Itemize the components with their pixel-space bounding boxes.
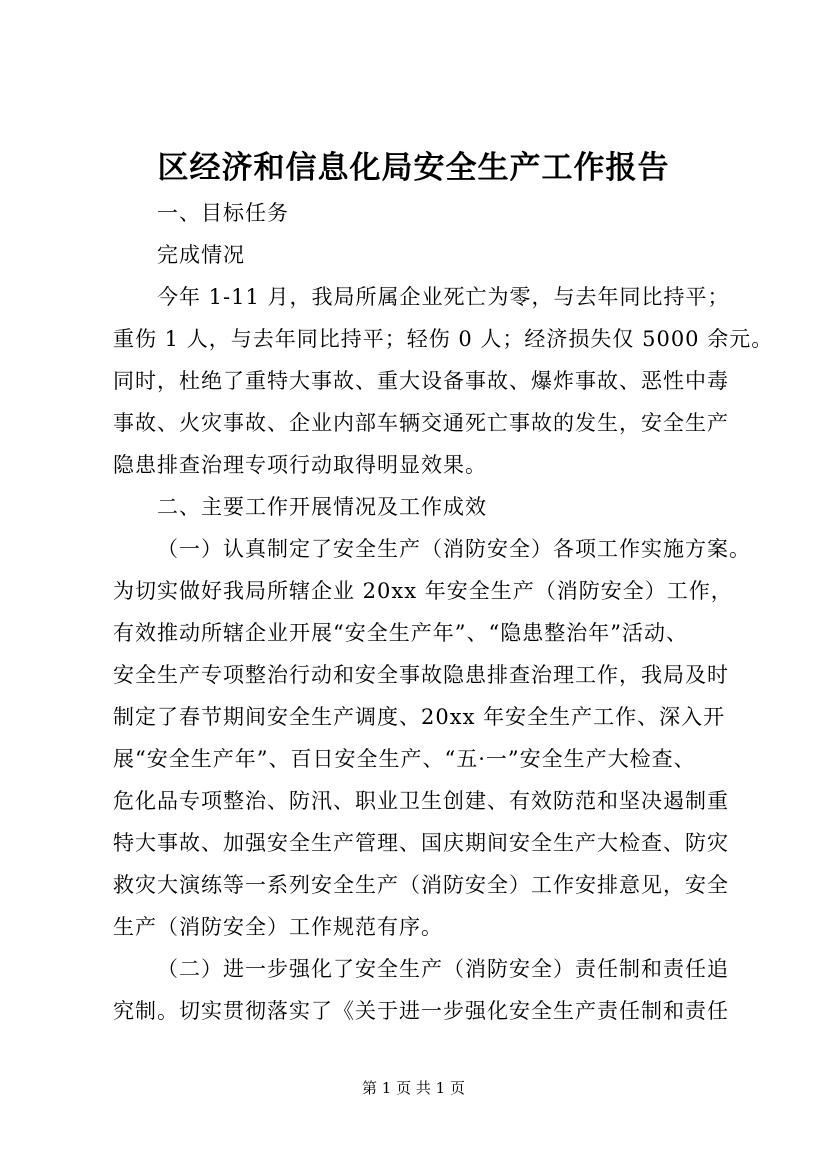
- paragraph-line: 救灾大演练等一系列安全生产（消防安全）工作安排意见，安全: [113, 873, 729, 897]
- paragraph-line: 究制。切实贯彻落实了《关于进一步强化安全生产责任制和责任: [113, 999, 729, 1023]
- paragraph-line: 事故、火灾事故、企业内部车辆交通死亡事故的发生，安全生产: [113, 411, 729, 435]
- paragraph-line: （一）认真制定了安全生产（消防安全）各项工作实施方案。: [157, 537, 751, 561]
- page-title: 区经济和信息化局安全生产工作报告: [157, 150, 670, 186]
- section-heading-2: 二、主要工作开展情况及工作成效: [157, 495, 487, 519]
- paragraph-line: 重伤 1 人，与去年同比持平；轻伤 0 人；经济损失仅 5000 余元。: [113, 327, 774, 351]
- paragraph-line: 生产（消防安全）工作规范有序。: [113, 915, 443, 939]
- paragraph-line: 隐患排查治理专项行动取得明显效果。: [113, 453, 487, 477]
- paragraph-line: 特大事故、加强安全生产管理、国庆期间安全生产大检查、防灾: [113, 831, 729, 855]
- paragraph-line: 为切实做好我局所辖企业 20xx 年安全生产（消防安全）工作，: [113, 579, 733, 603]
- paragraph-line: 制定了春节期间安全生产调度、20xx 年安全生产工作、深入开: [113, 705, 726, 729]
- page-number-footer: 第 1 页 共 1 页: [362, 1079, 465, 1097]
- paragraph-line: 今年 1-11 月，我局所属企业死亡为零，与去年同比持平；: [157, 285, 730, 309]
- paragraph-line: 同时，杜绝了重特大事故、重大设备事故、爆炸事故、恶性中毒: [113, 369, 729, 393]
- paragraph-line: （二）进一步强化了安全生产（消防安全）责任制和责任追: [157, 957, 729, 981]
- paragraph-line: 展“安全生产年”、百日安全生产、“五·一”安全生产大检查、: [113, 747, 696, 771]
- subsection-heading: 完成情况: [157, 243, 245, 267]
- paragraph-line: 有效推动所辖企业开展“安全生产年”、“隐患整治年”活动、: [113, 621, 688, 645]
- paragraph-line: 安全生产专项整治行动和安全事故隐患排查治理工作，我局及时: [113, 663, 729, 687]
- paragraph-line: 危化品专项整治、防汛、职业卫生创建、有效防范和坚决遏制重: [113, 789, 729, 813]
- section-heading-1: 一、目标任务: [157, 201, 289, 225]
